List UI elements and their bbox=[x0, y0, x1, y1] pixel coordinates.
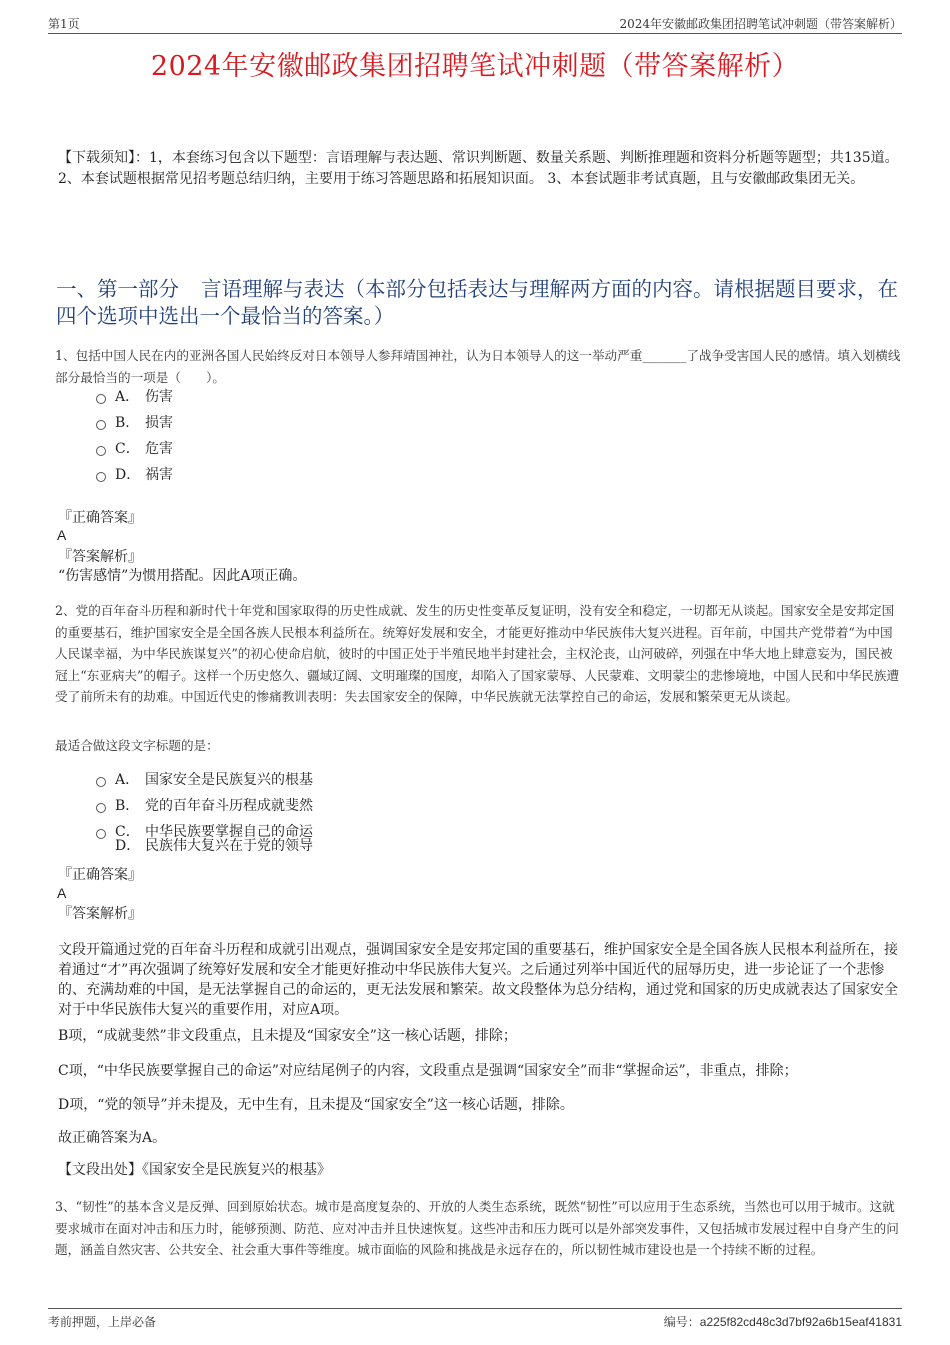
q1-option-b[interactable]: B． 损害 bbox=[96, 412, 173, 434]
q1-option-d[interactable]: D． 祸害 bbox=[96, 464, 173, 486]
radio-icon[interactable] bbox=[96, 394, 106, 404]
footer-code-label: 编号： bbox=[663, 1315, 700, 1329]
radio-icon[interactable] bbox=[96, 420, 106, 430]
q1-analysis: “伤害感情”为惯用搭配。因此A项正确。 bbox=[58, 568, 307, 584]
q2-answer: A bbox=[57, 885, 67, 901]
q2-source: 【文段出处】《国家安全是民族复兴的根基》 bbox=[58, 1162, 331, 1178]
header-doc-title: 2024年安徽邮政集团招聘笔试冲刺题（带答案解析） bbox=[619, 17, 902, 31]
q2-option-b[interactable]: B． 党的百年奋斗历程成就斐然 bbox=[96, 795, 313, 817]
q2-analysis-label: 『答案解析』 bbox=[58, 906, 142, 922]
page-number: 第1页 bbox=[48, 17, 80, 31]
radio-icon[interactable] bbox=[96, 446, 106, 456]
footer-slogan: 考前押题，上岸必备 bbox=[48, 1315, 157, 1329]
q1-option-c[interactable]: C． 危害 bbox=[96, 438, 173, 460]
question-1-text: 1、包括中国人民在内的亚洲各国人民始终反对日本领导人参拜靖国神社，认为日本领导人的这一举动严重_______了战争受害国人民的感情。填入划横线部分最恰当的一项是（ ）。 bbox=[55, 348, 901, 385]
footer-code bbox=[664, 1313, 902, 1330]
question-3-text: 3、“韧性”的基本含义是反弹、回到原始状态。城市是高度复杂的、开放的人类生态系统，既然“韧性”可以应用于生态系统，当然也可以用于城市。这就要求城市在面对冲击和压力时，能够预测、防范、应对冲击并且快速恢复。这些冲击和压力既可以是外部突发事件，又包括城市发展过程中自身产生的问题，涵盖自然灾害、公共安全、社会重大事件等维度。城市面临的风险和挑战是永远存在的，所以韧性城市建设也是一个持续不断的过程。 bbox=[55, 1199, 899, 1258]
radio-icon[interactable] bbox=[96, 777, 106, 787]
q1-analysis-label: 『答案解析』 bbox=[58, 549, 142, 565]
q2-analysis-option-d: D项，“党的领导”并未提及，无中生有，且未提及“国家安全”这一核心话题，排除。 bbox=[58, 1097, 574, 1113]
section-heading bbox=[56, 276, 906, 330]
question-2-prompt: 最适合做这段文字标题的是： bbox=[55, 738, 219, 753]
q2-analysis-option-b: B项，“成就斐然”非文段重点，且未提及“国家安全”这一核心话题，排除； bbox=[58, 1028, 517, 1044]
section-heading-part1: 一、第一部分 bbox=[56, 277, 179, 301]
header-rule bbox=[48, 33, 902, 34]
question-2-text: 2、党的百年奋斗历程和新时代十年党和国家取得的历史性成就、发生的历史性变革反复证明，没有安全和稳定，一切都无从谈起。国家安全是安邦定国的重要基石，维护国家安全是全国各族人民根本利益所在。统筹好发展和安全，才能更好推动中华民族伟大复兴进程。百年前，中国共产党带着“为中国人民谋幸福，为中华民族谋复兴”的初心使命启航，彼时的中国正处于半殖民地半封建社会，主权沦丧，山河破碎，列强在中华大地上肆意妄为，国民被冠上“东亚病夫”的帽子。这样一个历史悠久、疆域辽阔、文明璀璨的国度，却陷入了国家蒙辱、人民蒙难、文明蒙尘的悲惨境地，中国人民和中华民族遭受了前所未有的劫难。中国近代史的惨痛教训表明：失去国家安全的保障，中华民族就无法掌控自己的命运，发展和繁荣更无从谈起。 bbox=[55, 603, 900, 705]
radio-icon[interactable] bbox=[96, 472, 106, 482]
document-title: 2024年安徽邮政集团招聘笔试冲刺题（带答案解析） bbox=[150, 51, 800, 82]
q2-option-c[interactable]: C． 中华民族要掌握自己的命运 bbox=[96, 821, 313, 843]
q1-answer-label: 『正确答案』 bbox=[58, 510, 142, 526]
section-heading-part2: 言语理解与表达（本部分包括表达与理解两方面的内容。请根据题目要求，在四个选项中选出一个最恰当的答案。） bbox=[56, 277, 898, 328]
q2-analysis-option-c: C项，“中华民族要掌握自己的命运”对应结尾例子的内容，文段重点是强调“国家安全”而非“掌握命运”，非重点，排除； bbox=[58, 1063, 798, 1079]
q2-analysis-conclusion: 故正确答案为A。 bbox=[58, 1130, 167, 1146]
q2-answer-label: 『正确答案』 bbox=[58, 867, 142, 883]
q1-answer: A bbox=[57, 527, 67, 543]
q2-analysis-paragraph: 文段开篇通过党的百年奋斗历程和成就引出观点，强调国家安全是安邦定国的重要基石，维护国家安全是全国各族人民根本利益所在，接着通过“才”再次强调了统筹好发展和安全才能更好推动中华民族伟大复兴。之后通过列举中国近代的屈辱历史，进一步论证了一个悲惨的、充满劫难的中国，是无法掌握自己的命运的，更无法发展和繁荣。故文段整体为总分结构，通过党和国家的历史成就表达了国家安全对于中华民族伟大复兴的重要作用，对应A项。 bbox=[58, 942, 898, 1018]
download-notice: 【下载须知】：1，本套练习包含以下题型：言语理解与表达题、常识判断题、数量关系题、判断推理题和资料分析题等题型；共135道。 2、本套试题根据常见招考题总结归纳，主要用于练习答题思路和拓展知识面。 3、本套试题非考试真题，且与安徽邮政集团无关。 bbox=[58, 150, 899, 187]
q2-option-d[interactable]: D． 民族伟大复兴在于党的领导 bbox=[115, 838, 313, 854]
q2-option-a[interactable]: A． 国家安全是民族复兴的根基 bbox=[96, 769, 313, 791]
radio-icon[interactable] bbox=[96, 803, 106, 813]
footer-code-value: a225f82cd48c3d7bf92a6b15eaf41831 bbox=[699, 1315, 902, 1329]
footer-rule bbox=[48, 1308, 902, 1309]
q1-option-a[interactable]: A． 伤害 bbox=[96, 386, 173, 408]
